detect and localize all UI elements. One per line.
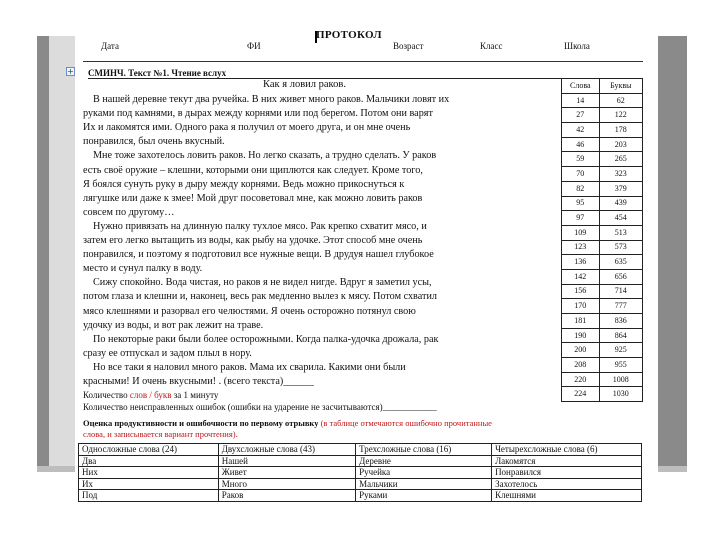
count-table-cell: 656 — [599, 269, 642, 284]
word-table-header-cell: Односложные слова (24) — [79, 444, 219, 456]
story-line: затем его легко вытащить из воды, как рыбу на удочке. Этот способ мне очень — [83, 235, 423, 246]
story-line: понравился, и поэтому я подготовил все нужные вещи. В друдуя нашел глубокое — [83, 249, 434, 261]
count-table-cell: 379 — [599, 181, 642, 196]
word-table-cell: Раков — [218, 490, 355, 502]
count-table-cell: 573 — [599, 240, 642, 255]
count-table-cell: 59 — [562, 152, 600, 167]
table-row — [562, 167, 643, 182]
table-row — [562, 196, 643, 211]
table-row — [562, 358, 643, 373]
table-row — [562, 372, 643, 387]
header-divider — [83, 61, 643, 62]
count-table-cell: 200 — [562, 343, 600, 358]
header-field-date: Дата — [101, 41, 119, 51]
story-line: Нужно привязать на длинную палку тухлое мясо. Рак крепко схватит мясо, и — [93, 220, 427, 232]
word-table-cell: Под — [79, 490, 219, 502]
count-table-cell: 925 — [599, 343, 642, 358]
count-table — [561, 78, 643, 402]
story-line: Их и лакомятся ими. Одного рака я получил от моего друга, и он мне очень — [83, 122, 411, 134]
count-table-cell: 62 — [599, 93, 642, 108]
count-table-cell: 836 — [599, 314, 642, 329]
story-line: Но все таки я наловил много раков. Мама их сварила. Какими они были — [93, 361, 406, 373]
table-row — [562, 240, 643, 255]
count-table-cell: 46 — [562, 137, 600, 152]
table-row — [562, 328, 643, 343]
table-row — [562, 123, 643, 138]
count-table-cell: 864 — [599, 328, 642, 343]
table-row — [562, 181, 643, 196]
word-table-cell: Деревне — [356, 455, 492, 467]
count-table-cell: 109 — [562, 225, 600, 240]
assessment-label: Оценка продуктивности и ошибочности по первому отрывку — [83, 418, 321, 428]
story-line: мясо клешнями и разорвал его челюстями. Я очень осторожно потянул свою — [83, 305, 416, 317]
word-table-header-cell: Четырехсложные слова (6) — [492, 444, 642, 456]
story-line: Сижу спокойно. Вода чистая, но раков я не видел нигде. Вдруг я заметил усы, — [93, 277, 432, 289]
story-line: лягушке или даже к змее! Мой друг посоветовал мне, как можно ловить раков — [83, 192, 423, 204]
document-page — [67, 29, 658, 501]
story-line: есть своё оружие – клешни, которыми они щиплются как следует. Кроме того, — [83, 164, 423, 176]
count-table-cell: 265 — [599, 152, 642, 167]
story-title: Как я ловил раков. — [263, 79, 346, 90]
page-title: ПРОТОКОЛ — [316, 29, 382, 41]
header-field-class: Класс — [480, 41, 503, 51]
count-table-cell: 224 — [562, 387, 600, 402]
table-row — [79, 467, 642, 479]
count-table-cell: 42 — [562, 123, 600, 138]
table-row — [79, 478, 642, 490]
count-table-cell: 95 — [562, 196, 600, 211]
word-table-cell: Их — [79, 478, 219, 490]
count-table-cell: 190 — [562, 328, 600, 343]
count-table-cell: 27 — [562, 108, 600, 123]
table-row — [562, 108, 643, 123]
count-table-cell: 1008 — [599, 372, 642, 387]
count-table-cell: 1030 — [599, 387, 642, 402]
story-line: Я боялся сунуть руку в дыру между корнями. Ведь можно прикоснуться к — [83, 178, 405, 190]
count-table-cell: 439 — [599, 196, 642, 211]
story-line: красными! И очень вкусными! . (всего текста)______ — [83, 376, 314, 387]
count-table-cell: 203 — [599, 137, 642, 152]
word-table — [78, 443, 642, 502]
frame-left-edge — [37, 36, 49, 466]
word-table-cell: Руками — [356, 490, 492, 502]
count-table-cell: 122 — [599, 108, 642, 123]
count-table-header — [562, 79, 643, 94]
table-row — [562, 152, 643, 167]
story-line: сразу ее отпускал и задом плыл в нору. — [83, 347, 252, 359]
assessment-note: (в таблице отмечаются ошибочно прочитанные — [320, 418, 492, 428]
table-move-handle-icon[interactable]: + — [67, 67, 74, 76]
word-table-header — [79, 444, 642, 456]
count-table-cell: 208 — [562, 358, 600, 373]
count-table-cell: 142 — [562, 269, 600, 284]
story-line: потом глаза и клешни и, наконец, весь рак медленно вылез к мясу. Потом схватил — [83, 291, 437, 303]
table-row — [562, 225, 643, 240]
count-table-cell: 170 — [562, 299, 600, 314]
story-line: совсем по другому… — [83, 206, 175, 218]
word-table-header-cell: Трехсложные слова (16) — [356, 444, 492, 456]
count-table-cell: 777 — [599, 299, 642, 314]
table-row — [562, 211, 643, 226]
word-table-cell: Захотелось — [492, 478, 642, 490]
count-line — [83, 390, 218, 400]
count-table-cell: 513 — [599, 225, 642, 240]
frame-right-edge — [658, 36, 687, 466]
assessment-line-2: слова, и записывается вариант прочтения). — [83, 429, 238, 439]
count-table-cell: 70 — [562, 167, 600, 182]
count-table-cell: 181 — [562, 314, 600, 329]
table-row — [562, 314, 643, 329]
count-line-unit: слов / букв — [129, 390, 172, 400]
story-line: место и сунул палку в воду. — [83, 263, 203, 275]
header-field-school: Школа — [564, 41, 590, 51]
story-line: Мне тоже захотелось ловить раков. Но легко сказать, а трудно сделать. У раков — [93, 150, 437, 162]
word-table-cell: Два — [79, 455, 219, 467]
assessment-line-1 — [83, 418, 492, 428]
word-table-cell: Клешнями — [492, 490, 642, 502]
word-table-cell: Лакомятся — [492, 455, 642, 467]
count-table-cell: 323 — [599, 167, 642, 182]
count-table-cell: 635 — [599, 255, 642, 270]
count-line-prefix: Количество — [83, 390, 130, 400]
header-field-age: Возраст — [393, 41, 424, 51]
count-table-cell: 97 — [562, 211, 600, 226]
story-line: В нашей деревне текут два ручейка. В них живет много раков. Мальчики ловят их — [93, 94, 450, 105]
count-table-cell: 955 — [599, 358, 642, 373]
table-row — [562, 137, 643, 152]
count-table-cell: 123 — [562, 240, 600, 255]
table-row — [562, 93, 643, 108]
word-table-cell: Нашей — [218, 455, 355, 467]
count-table-cell: 156 — [562, 284, 600, 299]
count-table-cell: 454 — [599, 211, 642, 226]
count-table-cell: 220 — [562, 372, 600, 387]
count-table-header-cell: Буквы — [599, 79, 642, 94]
word-table-cell: Ручейка — [356, 467, 492, 479]
count-line-suffix: за 1 минуту — [171, 390, 219, 400]
word-table-cell: Живет — [218, 467, 355, 479]
table-row — [79, 455, 642, 467]
count-table-header-cell: Слова — [562, 79, 600, 94]
word-table-cell: Мальчики — [356, 478, 492, 490]
table-row — [562, 255, 643, 270]
count-table-cell: 136 — [562, 255, 600, 270]
errors-line: Количество неисправленных ошибок (ошибки на ударение не засчитываются)____________ — [83, 402, 437, 412]
table-row — [562, 269, 643, 284]
word-table-cell: Понравился — [492, 467, 642, 479]
section-title: СМИНЧ. Текст №1. Чтение вслух — [88, 68, 227, 78]
table-row — [79, 490, 642, 502]
word-table-cell: Них — [79, 467, 219, 479]
table-row — [562, 284, 643, 299]
word-table-header-cell: Двухсложные слова (43) — [218, 444, 355, 456]
count-table-cell: 14 — [562, 93, 600, 108]
story-line: понравился, был очень вкусный. — [83, 136, 225, 148]
header-fields — [75, 41, 658, 55]
table-row — [562, 299, 643, 314]
count-table-cell: 714 — [599, 284, 642, 299]
story-line: руками под камнями, в дырах между корнями или под берегом. Потом они варят — [83, 108, 433, 120]
story-line: удочку из воды, и вот рак лежит на траве. — [83, 319, 264, 331]
count-table-cell: 178 — [599, 123, 642, 138]
story-line: По некоторые раки были более осторожными. Когда палка-удочка дрожала, рак — [93, 333, 439, 345]
count-table-cell: 82 — [562, 181, 600, 196]
table-row — [562, 343, 643, 358]
word-table-cell: Много — [218, 478, 355, 490]
header-field-name: ФИ — [247, 41, 261, 51]
story-text — [83, 79, 563, 391]
table-row — [562, 387, 643, 402]
